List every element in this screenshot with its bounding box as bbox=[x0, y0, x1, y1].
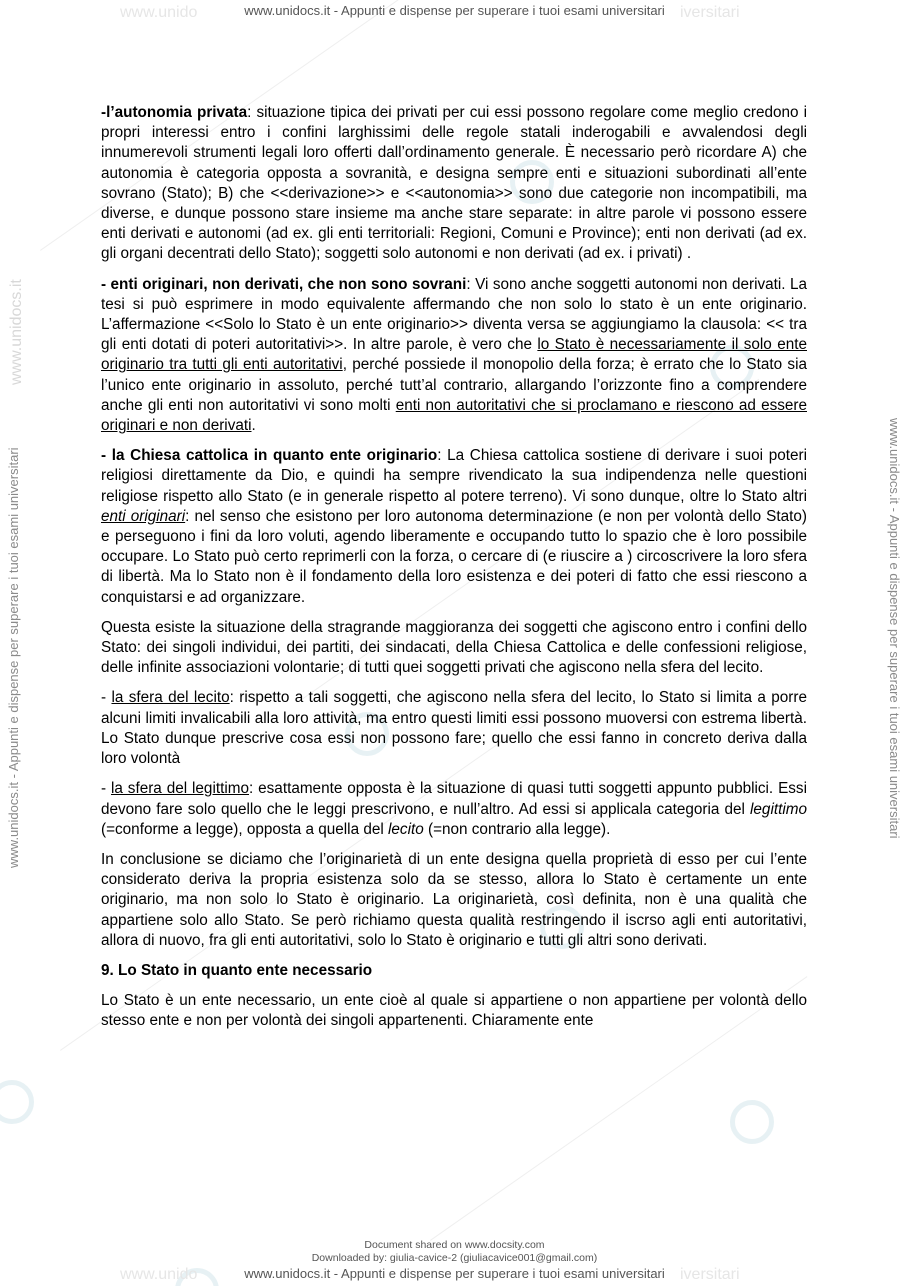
paragraph-enti-originari bbox=[101, 275, 807, 437]
paragraph-text: : nel senso che esistono per loro autonoma determinazione (e non per volontà dello Stato) e perseguono i fini da loro voluti, agendo liberamente e occupando tutto lo spazio che è loro possibile occupare. Lo Stato può certo reprimerli con la forza, o cercare di (e riuscire a ) circoscrivere la loro sfera di libertà. Ma lo Stato non è il fondamento della loro esistenza e dei poteri di fatto che essi riescono a conquistarsi e ad organizzare. bbox=[101, 507, 807, 606]
paragraph-chiesa bbox=[101, 446, 807, 608]
watermark-side-right: www.unidocs.it - Appunti e dispense per superare i tuoi esami universitari bbox=[887, 418, 902, 839]
watermark-ghost-left: www.unido bbox=[120, 1266, 198, 1283]
paragraph-text: (=non contrario alla legge). bbox=[423, 820, 611, 838]
watermark-banner-bottom: www.unidocs.it - Appunti e dispense per superare i tuoi esami universitari bbox=[244, 1266, 665, 1281]
watermark-ghost-left: www.unido bbox=[120, 4, 198, 21]
watermark-side-left: www.unidocs.it - Appunti e dispense per superare i tuoi esami universitari bbox=[6, 447, 21, 868]
download-footer bbox=[0, 1239, 909, 1265]
footer-downloaded-line: Downloaded by: giulia-cavice-2 (giuliacavice001@gmail.com) bbox=[311, 1252, 598, 1264]
dash-prefix: - bbox=[101, 780, 111, 798]
watermark-ghost-right: iversitari bbox=[680, 1266, 740, 1283]
term-autonomia-privata: -l’autonomia privata bbox=[101, 104, 248, 121]
watermark-side-fragment: www.unidocs.it bbox=[8, 279, 25, 385]
term-sfera-legittimo: la sfera del legittimo bbox=[111, 780, 249, 798]
underlined-text: enti non autoritativi che si proclamano e riescono ad essere originari e non derivati bbox=[101, 396, 807, 435]
underlined-text: lo Stato è necessariamente il solo ente originario tra tutti gli enti autoritativi bbox=[101, 336, 807, 374]
watermark-banner-top: www.unidocs.it - Appunti e dispense per superare i tuoi esami universitari bbox=[244, 3, 665, 18]
term-enti-originari: - enti originari, non derivati, che non sono sovrani bbox=[101, 275, 467, 293]
paragraph-legittimo bbox=[101, 779, 807, 840]
section-heading: 9. Lo Stato in quanto ente necessario bbox=[101, 961, 373, 979]
paragraph-text: . bbox=[251, 417, 256, 435]
paragraph-text: : Vi sono anche soggetti autonomi non derivati. La tesi si può esprimere in modo equivalente affermando che non solo lo stato è un ente originario. L’affermazione <<Solo lo Stato è un ente originario>> diventa versa se aggiungiamo la clausola: << tra gli enti dotati di poteri autoritativi>>. In altre parole, è vero che bbox=[101, 275, 807, 354]
emphasis-enti-originari: enti originari bbox=[101, 507, 186, 525]
paragraph-text: (=conforme a legge), opposta a quella del bbox=[101, 820, 389, 838]
paragraph-text: , perché possiede il monopolio della forza; è errato che lo Stato sia l’unico ente originario in assoluto, perché tutt’al contrario, allargando l’orizzonte fino a comprendere anche gli enti non autoritativi vi sono molti bbox=[101, 356, 807, 414]
paragraph-text: : La Chiesa cattolica sostiene di derivare i suoi poteri religiosi direttamente da Dio, e quindi ha sempre rivendicato la sua indipendenza nelle questioni religiose rispetto allo Stato (e in generale rispetto al potere terreno). Vi sono dunque, oltre lo Stato altri bbox=[101, 447, 807, 505]
paragraph-autonomia bbox=[101, 103, 807, 265]
term-sfera-lecito: la sfera del lecito bbox=[111, 689, 230, 707]
emphasis-lecito: lecito bbox=[388, 820, 424, 838]
paragraph-situazione: Questa esiste la situazione della stragrande maggioranza dei soggetti che agiscono entro i confini dello Stato: dei singoli individui, dei partiti, dei sindacati, della Chiesa Cattolica e delle confessioni religiose, delle infinite associazioni volontarie; di tutti quei soggetti privati che agiscono nella sfera del lecito. bbox=[101, 618, 807, 677]
term-chiesa-cattolica: - la Chiesa cattolica in quanto ente originario bbox=[101, 447, 438, 465]
emphasis-legittimo: legittimo bbox=[750, 800, 807, 818]
document-body bbox=[101, 103, 807, 1042]
paragraph-lecito bbox=[101, 688, 807, 769]
paragraph-text: : situazione tipica dei privati per cui essi possono regolare come meglio credono i propri interessi entro i confini larghissimi delle regole statali inderogabili e avvalendosi degli innumerevoli strumenti legali loro offerti dall’ordinamento generale. È necessario però ricordare A) che autonomia è categoria opposta a sovranità, e designa sempre enti e situazioni subordinati all’ente sovrano (Stato); B) che <<derivazione>> e <<autonomia>> sono due categorie non incompatibili, ma diverse, e dunque possono stare insieme ma anche stare separate: in altre parole vi possono essere enti derivati e autonomi (ad ex. gli enti territoriali: Regioni, Comuni e Province); enti non derivati (ad ex. gli organi decentrati dello Stato); soggetti solo autonomi e non derivati (ad ex. i privati) . bbox=[101, 104, 807, 263]
watermark-ghost-right: iversitari bbox=[680, 4, 740, 21]
paragraph-text: : rispetto a tali soggetti, che agiscono nella sfera del lecito, lo Stato si limita a porre alcuni limiti invalicabili alla loro attività, ma entro questi limiti essi possono muoversi con estrema libertà. Lo Stato dunque prescrive cosa essi non possono fare; quello che essi fanno in concreto deriva dalla loro volontà bbox=[101, 689, 807, 768]
watermark-logo-icon bbox=[0, 1080, 34, 1124]
paragraph-text: : esattamente opposta è la situazione di quasi tutti soggetti appunto pubblici. Essi devono fare solo quello che le leggi prescrivono, e null’altro. Ad essi si applicala categoria del bbox=[101, 780, 807, 818]
dash-prefix: - bbox=[101, 689, 112, 707]
footer-shared-line: Document shared on www.docsity.com bbox=[364, 1239, 545, 1251]
paragraph-conclusione: In conclusione se diciamo che l’originarietà di un ente designa quella proprietà di esso per cui l’ente considerato deriva la propria esistenza solo da se stesso, allora lo Stato è certamente un ente originario, ma non solo lo Stato è originario. La originarietà, così definita, non è una qualità che appartiene solo allo Stato. Se però richiamo questa qualità restringendo il iscrso agli enti autoritativi, allora di nuovo, fra gli enti autoritativi, solo lo Stato è originario e tutti gli altri sono derivati. bbox=[101, 850, 807, 949]
watermark-logo-icon bbox=[730, 1100, 774, 1144]
paragraph-necessario: Lo Stato è un ente necessario, un ente cioè al quale si appartiene o non appartiene per volontà dello stesso ente e non per volontà dei singoli appartenenti. Chiaramente ente bbox=[101, 992, 807, 1030]
